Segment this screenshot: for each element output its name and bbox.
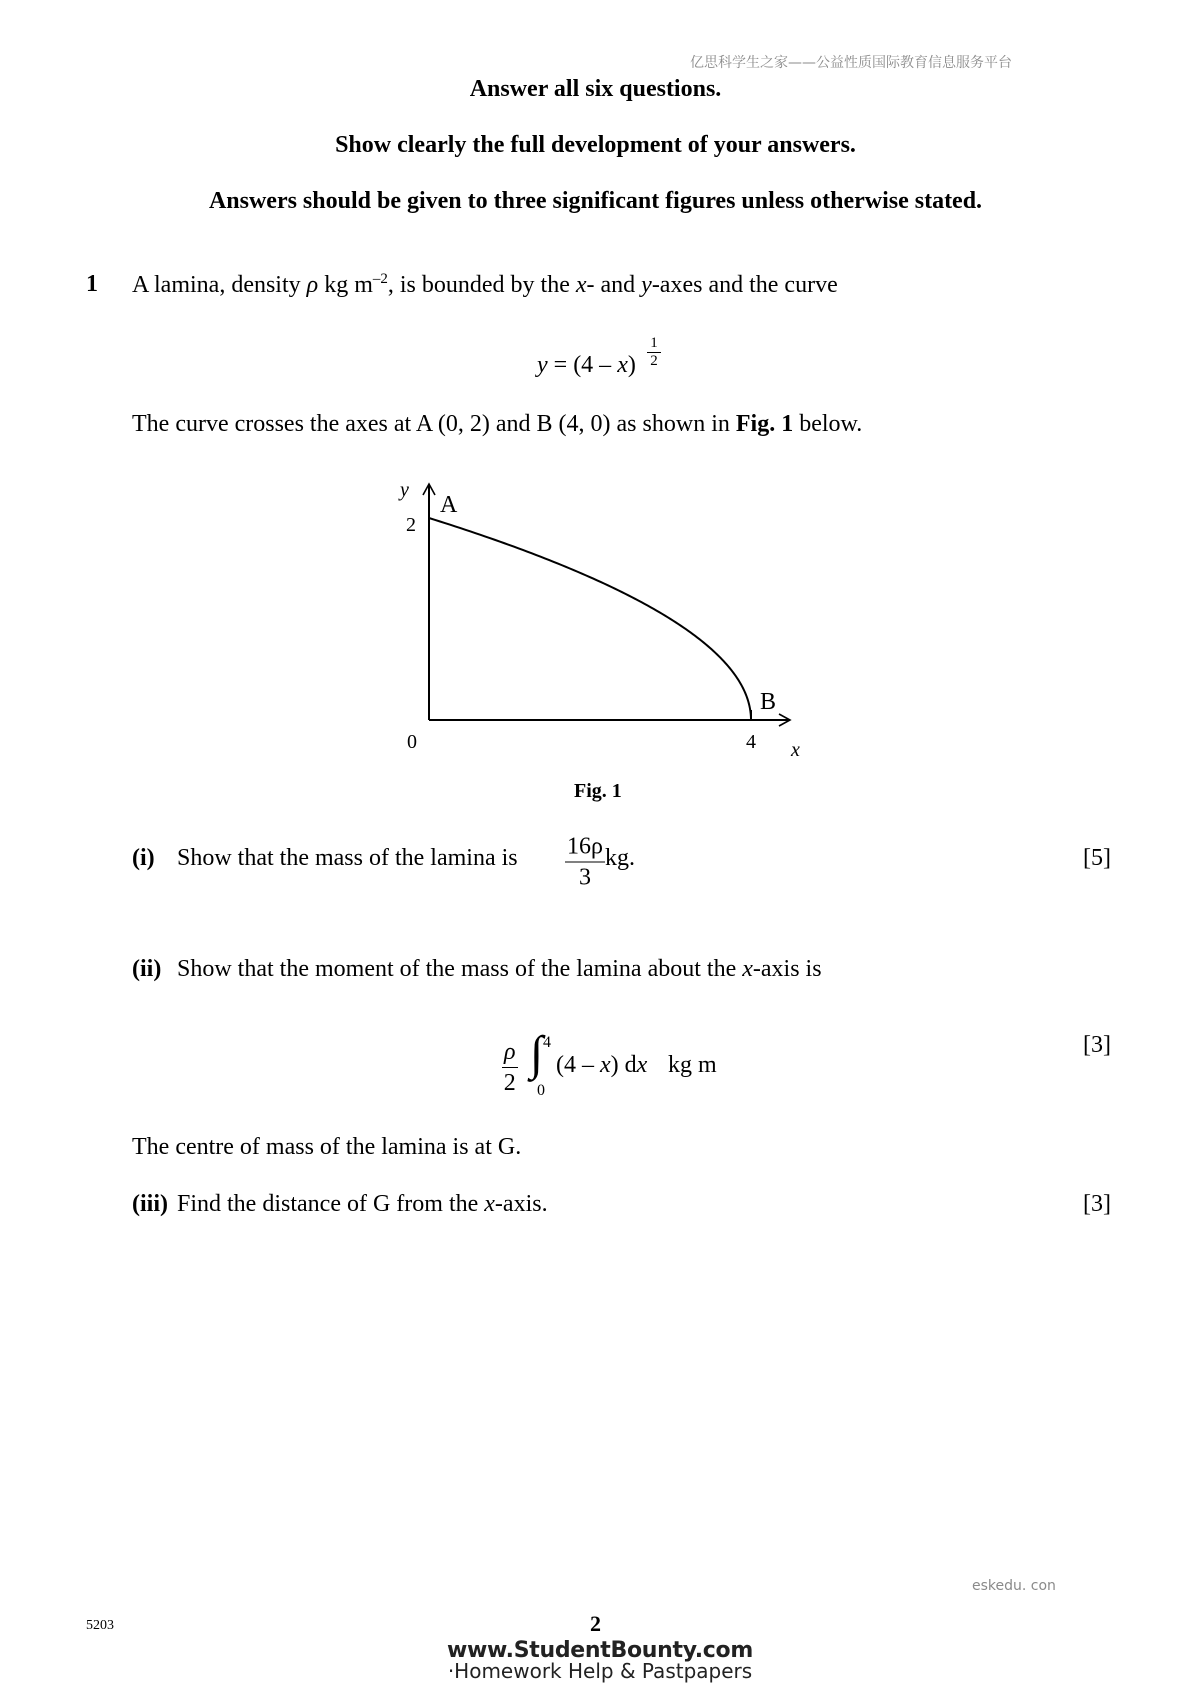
part-iii-label: (iii)	[132, 1191, 168, 1217]
part-ii-fraction: $\frac{\rho}{2}$	[503, 1039, 516, 1096]
centre-of-mass-text: The centre of mass of the lamina is at G.	[132, 1134, 522, 1160]
question-intro: A lamina, density ρ kg $m^{-2}$, is bounded by the x- and y-axes and the curve	[132, 271, 838, 298]
studentbounty-footer[interactable]	[440, 1638, 760, 1683]
integrand: (4 – x) dx	[556, 1052, 648, 1078]
integral-lower-limit: 0	[537, 1082, 545, 1099]
page-number: 2	[590, 1611, 601, 1636]
studentbounty-tagline: ·Homework Help & Pastpapers	[447, 1659, 753, 1683]
x-axis-label: x	[791, 739, 800, 761]
studentbounty-url[interactable]: www.StudentBounty.com	[447, 1638, 753, 1663]
instruction-line-3: Answers should be given to three significant figures unless otherwise stated.	[208, 188, 983, 214]
paper-code: 5203	[86, 1618, 114, 1633]
part-ii-marks: [3]	[1083, 1032, 1111, 1058]
tick-y2: 2	[406, 514, 416, 536]
footer-watermark: eskedu. con	[972, 1578, 1056, 1594]
part-i-text: Show that the mass of the lamina is	[177, 845, 518, 871]
tick-origin: 0	[407, 731, 417, 753]
instruction-line-1: Answer all six questions.	[469, 76, 722, 102]
part-i-marks: [5]	[1083, 845, 1111, 871]
part-i-fraction: $\frac{16\rho}{3}$	[567, 833, 603, 891]
figure-caption: Fig. 1	[574, 780, 622, 802]
integral-upper-limit: 4	[543, 1034, 551, 1051]
question-number: 1	[86, 271, 98, 297]
part-ii-text: Show that the moment of the mass of the lamina about the x-axis is	[177, 956, 822, 982]
integral-sign-icon: ∫	[530, 1027, 544, 1080]
tick-x4: 4	[746, 731, 756, 753]
crosses-text: The curve crosses the axes at A (0, 2) and B (4, 0) as shown in Fig. 1 below.	[132, 411, 863, 437]
figure-1	[380, 465, 820, 785]
part-i-units: kg.	[605, 845, 635, 871]
part-iii-text: Find the distance of G from the x-axis.	[177, 1191, 548, 1217]
y-axis-label: y	[400, 479, 409, 501]
curve-exponent: 1 2	[647, 336, 661, 369]
part-iii-marks: [3]	[1083, 1191, 1111, 1217]
point-a-label: A	[440, 492, 458, 518]
integral-units: kg m	[668, 1052, 717, 1078]
part-i-label: (i)	[132, 845, 155, 871]
instruction-line-2: Show clearly the full development of your answers.	[335, 132, 856, 158]
curve-equation: y = (4 – x)	[537, 352, 636, 378]
lamina-curve	[429, 518, 751, 720]
point-b-label: B	[760, 689, 777, 715]
header-watermark: 亿思科学生之家——公益性质国际教育信息服务平台	[690, 55, 1012, 71]
part-ii-label: (ii)	[132, 956, 162, 982]
